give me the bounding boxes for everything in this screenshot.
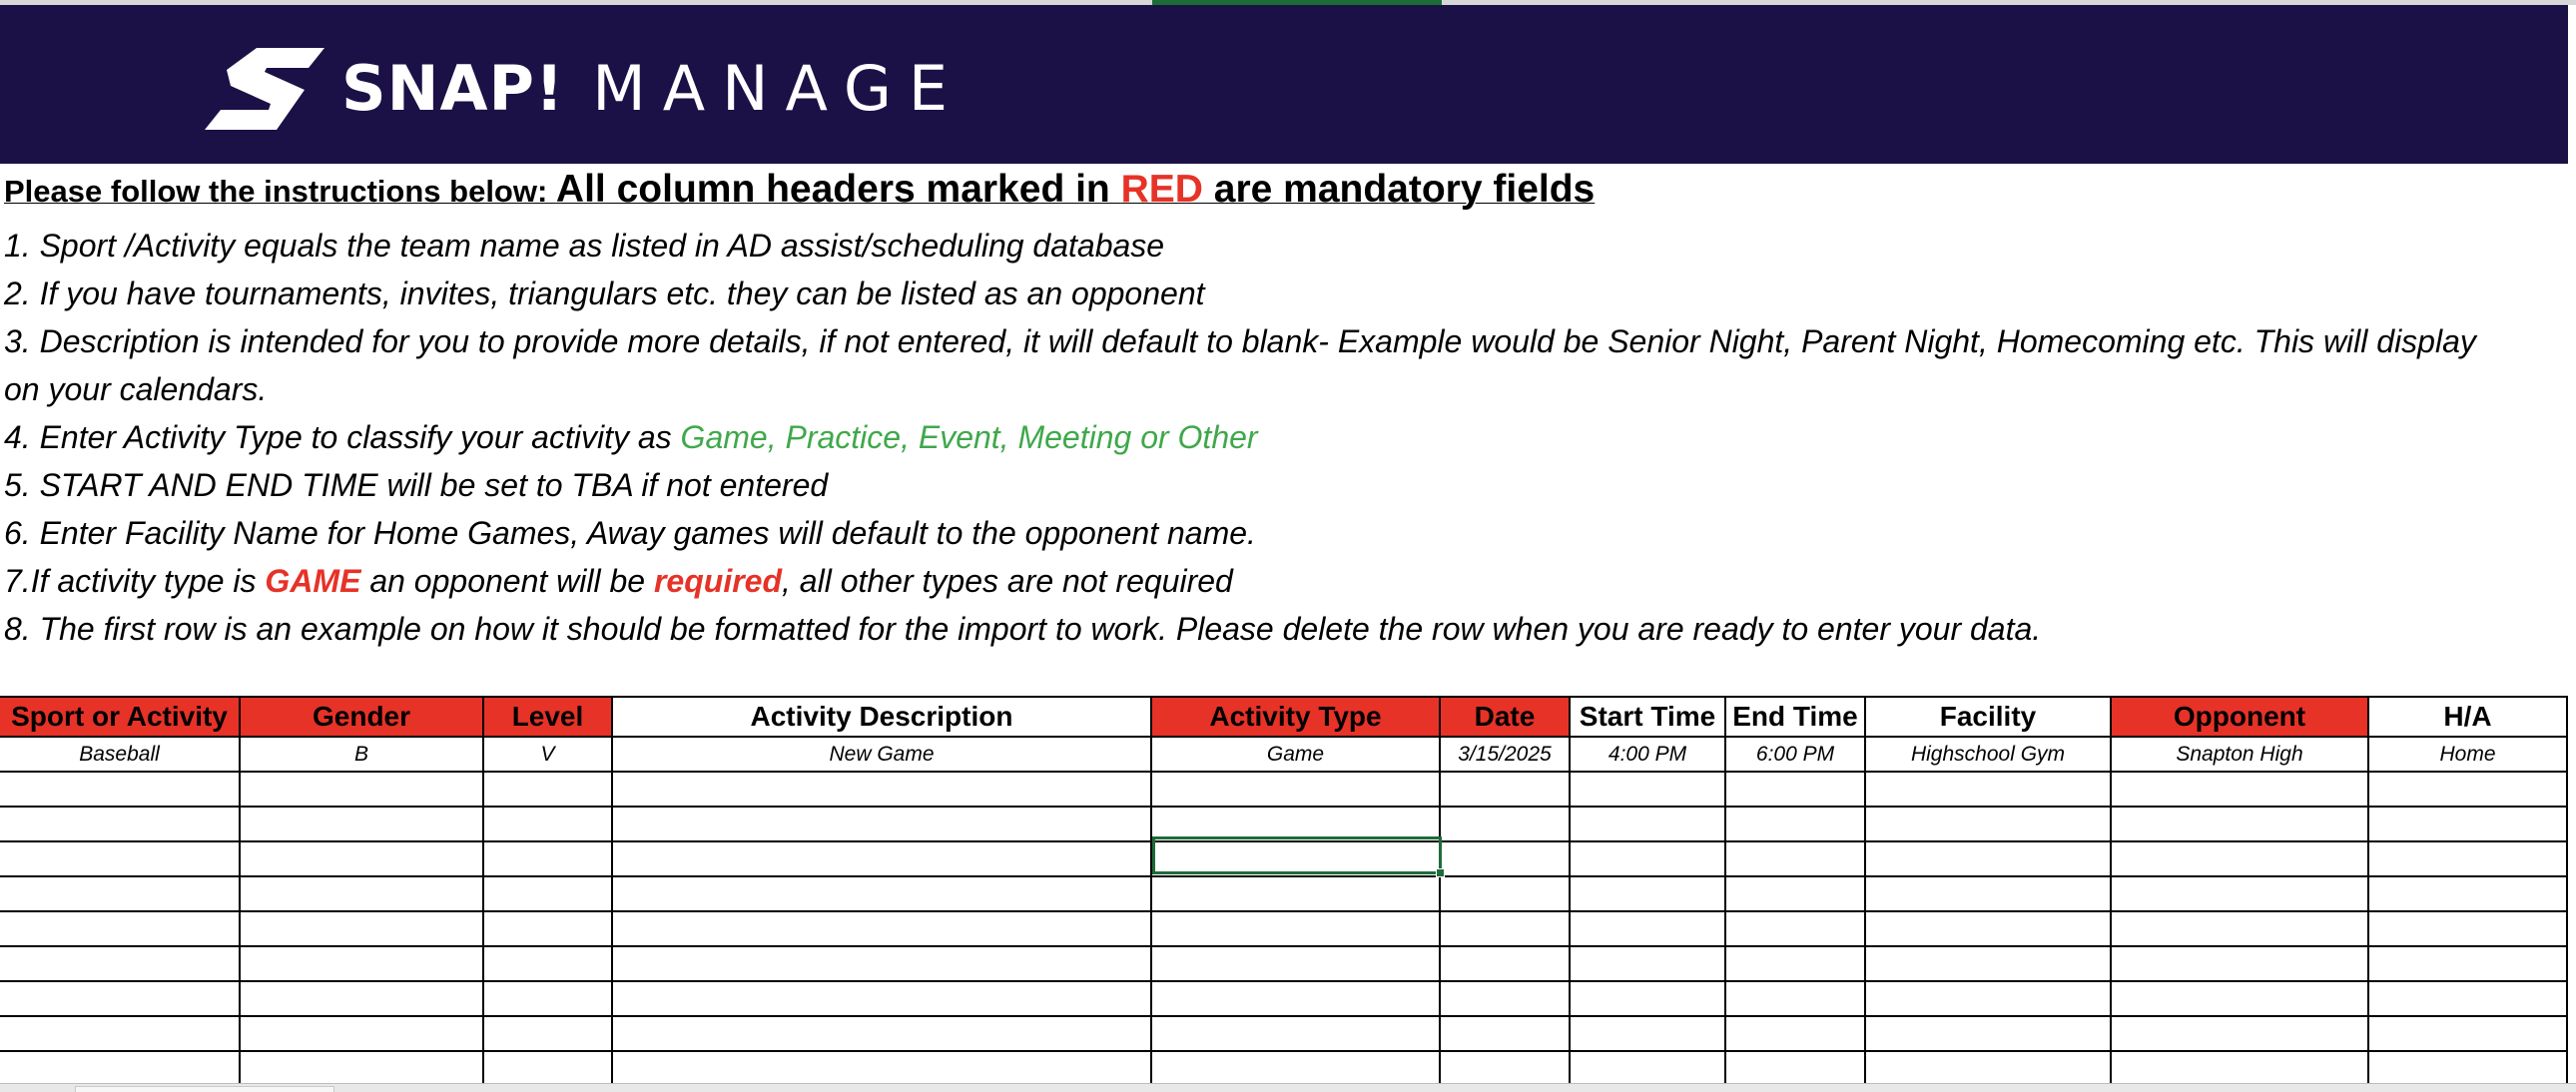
empty-cell-end-time[interactable]	[1726, 877, 1866, 912]
empty-cell-start-time[interactable]	[1571, 912, 1726, 947]
empty-cell-start-time[interactable]	[1571, 877, 1726, 912]
empty-cell-home-away[interactable]	[2369, 808, 2568, 842]
empty-cell-level[interactable]	[484, 1017, 613, 1052]
empty-cell-gender[interactable]	[241, 912, 484, 947]
example-cell-description[interactable]: New Game	[613, 738, 1152, 773]
empty-cell-activity-type[interactable]	[1152, 877, 1441, 912]
instruction-line-3a: 3. Description is intended for you to provide more details, if not entered, it will default to blank- Example would be Senior Night, Parent Night, Homecoming etc. This will display	[4, 323, 2476, 359]
column-header-date[interactable]: Date	[1441, 696, 1571, 738]
empty-cell-gender[interactable]	[241, 982, 484, 1017]
empty-cell-date[interactable]	[1441, 982, 1571, 1017]
empty-cell-level[interactable]	[484, 842, 613, 877]
empty-cell-description[interactable]	[613, 842, 1152, 877]
empty-cell-end-time[interactable]	[1726, 808, 1866, 842]
empty-cell-activity-type[interactable]	[1152, 773, 1441, 808]
empty-cell-opponent[interactable]	[2112, 877, 2369, 912]
instruction-7-part-a: 7.If activity type is	[4, 563, 266, 599]
example-cell-end-time[interactable]: 6:00 PM	[1726, 738, 1866, 773]
column-header-description[interactable]: Activity Description	[613, 696, 1152, 738]
empty-cell-opponent[interactable]	[2112, 982, 2369, 1017]
empty-cell-sport[interactable]	[0, 1052, 241, 1085]
column-header-home-away[interactable]: H/A	[2369, 696, 2568, 738]
empty-cell-opponent[interactable]	[2112, 1052, 2369, 1085]
empty-cell-opponent[interactable]	[2112, 773, 2369, 808]
empty-cell-opponent[interactable]	[2112, 1017, 2369, 1052]
empty-cell-end-time[interactable]	[1726, 947, 1866, 982]
example-cell-level[interactable]: V	[484, 738, 613, 773]
empty-cell-level[interactable]	[484, 808, 613, 842]
example-cell-facility[interactable]: Highschool Gym	[1866, 738, 2112, 773]
empty-cell-home-away[interactable]	[2369, 1052, 2568, 1085]
table-row	[0, 982, 2576, 1017]
empty-cell-opponent[interactable]	[2112, 947, 2369, 982]
empty-cell-home-away[interactable]	[2369, 982, 2568, 1017]
instruction-line-6: 6. Enter Facility Name for Home Games, Away games will default to the opponent name.	[4, 515, 1256, 551]
empty-cell-date[interactable]	[1441, 842, 1571, 877]
empty-cell-home-away[interactable]	[2369, 947, 2568, 982]
header-row	[0, 696, 2576, 738]
headline-intro: Please follow the instructions below:	[4, 174, 556, 209]
instruction-4-prefix: 4. Enter Activity Type to classify your activity as	[4, 419, 681, 455]
empty-cell-start-time[interactable]	[1571, 808, 1726, 842]
activity-types-list: Game, Practice, Event, Meeting or Other	[680, 419, 1258, 455]
column-header-start-time[interactable]: Start Time	[1571, 696, 1726, 738]
example-cell-sport[interactable]: Baseball	[0, 738, 241, 773]
headline-part-2: are mandatory fields	[1202, 168, 1596, 211]
empty-cell-description[interactable]	[613, 912, 1152, 947]
sheet-bottom-bar	[0, 1083, 2576, 1092]
empty-cell-level[interactable]	[484, 773, 613, 808]
example-cell-home-away[interactable]: Home	[2369, 738, 2568, 773]
empty-cell-end-time[interactable]	[1726, 1017, 1866, 1052]
empty-cell-date[interactable]	[1441, 912, 1571, 947]
snap-s-logo-icon	[205, 42, 324, 136]
empty-cell-activity-type[interactable]	[1152, 1052, 1441, 1085]
empty-cell-end-time[interactable]	[1726, 912, 1866, 947]
empty-cell-facility[interactable]	[1866, 877, 2112, 912]
empty-cell-sport[interactable]	[0, 877, 241, 912]
example-cell-opponent[interactable]: Snapton High	[2112, 738, 2369, 773]
empty-cell-gender[interactable]	[241, 842, 484, 877]
empty-cell-sport[interactable]	[0, 842, 241, 877]
empty-cell-facility[interactable]	[1866, 947, 2112, 982]
example-cell-date[interactable]: 3/15/2025	[1441, 738, 1571, 773]
instruction-line-7	[4, 561, 1233, 601]
empty-cell-opponent[interactable]	[2112, 808, 2369, 842]
column-header-opponent[interactable]: Opponent	[2112, 696, 2369, 738]
empty-cell-end-time[interactable]	[1726, 982, 1866, 1017]
empty-cell-date[interactable]	[1441, 808, 1571, 842]
empty-cell-level[interactable]	[484, 982, 613, 1017]
empty-cell-start-time[interactable]	[1571, 1017, 1726, 1052]
empty-cell-date[interactable]	[1441, 947, 1571, 982]
empty-cell-start-time[interactable]	[1571, 947, 1726, 982]
empty-cell-facility[interactable]	[1866, 912, 2112, 947]
empty-cell-date[interactable]	[1441, 773, 1571, 808]
empty-cell-gender[interactable]	[241, 877, 484, 912]
empty-cell-gender[interactable]	[241, 947, 484, 982]
example-cell-activity-type[interactable]: Game	[1152, 738, 1441, 773]
empty-cell-date[interactable]	[1441, 877, 1571, 912]
column-header-level[interactable]: Level	[484, 696, 613, 738]
instruction-line-1: 1. Sport /Activity equals the team name as listed in AD assist/scheduling database	[4, 228, 1165, 264]
empty-cell-sport[interactable]	[0, 1017, 241, 1052]
brand-name-light: MANAGE	[592, 51, 966, 125]
instruction-line-4	[4, 417, 1258, 457]
empty-cell-activity-type[interactable]	[1152, 947, 1441, 982]
instruction-line-3b: on your calendars.	[4, 371, 268, 407]
empty-cell-facility[interactable]	[1866, 982, 2112, 1017]
empty-cell-sport[interactable]	[0, 947, 241, 982]
sheet-tab[interactable]	[75, 1086, 334, 1092]
empty-cell-home-away[interactable]	[2369, 877, 2568, 912]
instruction-7-part-b: an opponent will be	[360, 563, 654, 599]
empty-cell-gender[interactable]	[241, 1052, 484, 1085]
empty-cell-home-away[interactable]	[2369, 773, 2568, 808]
empty-cell-activity-type[interactable]	[1152, 912, 1441, 947]
example-cell-gender[interactable]: B	[241, 738, 484, 773]
empty-cell-opponent[interactable]	[2112, 912, 2369, 947]
fill-handle[interactable]	[1436, 868, 1445, 877]
instruction-7-required: required	[653, 563, 782, 599]
table-row	[0, 1017, 2576, 1052]
empty-cell-level[interactable]	[484, 877, 613, 912]
empty-cell-facility[interactable]	[1866, 808, 2112, 842]
empty-cell-sport[interactable]	[0, 982, 241, 1017]
column-header-gender[interactable]: Gender	[241, 696, 484, 738]
empty-cell-start-time[interactable]	[1571, 773, 1726, 808]
empty-cell-gender[interactable]	[241, 808, 484, 842]
empty-cell-end-time[interactable]	[1726, 842, 1866, 877]
example-cell-start-time[interactable]: 4:00 PM	[1571, 738, 1726, 773]
instructions-headline	[4, 168, 1595, 212]
column-header-sport[interactable]: Sport or Activity	[0, 696, 241, 738]
empty-cell-facility[interactable]	[1866, 842, 2112, 877]
empty-cell-sport[interactable]	[0, 773, 241, 808]
headline-red-word: RED	[1120, 168, 1203, 211]
empty-cell-start-time[interactable]	[1571, 982, 1726, 1017]
table-row	[0, 1052, 2576, 1085]
empty-cell-description[interactable]	[613, 773, 1152, 808]
empty-cell-description[interactable]	[613, 1017, 1152, 1052]
instruction-line-2: 2. If you have tournaments, invites, triangulars etc. they can be listed as an opponent	[4, 275, 1205, 311]
empty-cell-sport[interactable]	[0, 912, 241, 947]
empty-cell-level[interactable]	[484, 912, 613, 947]
table-row	[0, 947, 2576, 982]
table-row	[0, 773, 2576, 808]
empty-cell-description[interactable]	[613, 982, 1152, 1017]
empty-cell-opponent[interactable]	[2112, 842, 2369, 877]
empty-cell-gender[interactable]	[241, 1017, 484, 1052]
table-row	[0, 912, 2576, 947]
brand-wordmark	[341, 47, 965, 129]
empty-cell-description[interactable]	[613, 947, 1152, 982]
empty-cell-level[interactable]	[484, 1052, 613, 1085]
empty-cell-sport[interactable]	[0, 808, 241, 842]
empty-cell-facility[interactable]	[1866, 1017, 2112, 1052]
empty-cell-activity-type[interactable]	[1152, 982, 1441, 1017]
empty-cell-description[interactable]	[613, 877, 1152, 912]
empty-cell-level[interactable]	[484, 947, 613, 982]
empty-cell-home-away[interactable]	[2369, 842, 2568, 877]
brand-banner	[0, 5, 2568, 164]
empty-cell-description[interactable]	[613, 1052, 1152, 1085]
active-cell-selection[interactable]	[1152, 836, 1442, 874]
empty-cell-date[interactable]	[1441, 1017, 1571, 1052]
instruction-line-8: 8. The first row is an example on how it should be formatted for the import to work. Please delete the row when you are ready to enter your data.	[4, 611, 2042, 647]
example-row	[0, 738, 2576, 773]
empty-cell-home-away[interactable]	[2369, 912, 2568, 947]
empty-cell-facility[interactable]	[1866, 773, 2112, 808]
empty-cell-home-away[interactable]	[2369, 1017, 2568, 1052]
headline-part-1: All column headers marked in	[555, 168, 1121, 211]
instruction-line-5: 5. START AND END TIME will be set to TBA if not entered	[4, 467, 829, 503]
empty-cell-start-time[interactable]	[1571, 1052, 1726, 1085]
schedule-import-table	[0, 696, 2576, 1083]
brand-name-bold: SNAP!	[341, 51, 565, 125]
column-header-facility[interactable]: Facility	[1866, 696, 2112, 738]
column-header-activity-type[interactable]: Activity Type	[1152, 696, 1441, 738]
empty-cell-description[interactable]	[613, 808, 1152, 842]
table-row	[0, 877, 2576, 912]
empty-cell-end-time[interactable]	[1726, 1052, 1866, 1085]
instruction-7-part-c: , all other types are not required	[782, 563, 1233, 599]
instruction-7-game: GAME	[265, 563, 361, 599]
column-header-end-time[interactable]: End Time	[1726, 696, 1866, 738]
empty-cell-gender[interactable]	[241, 773, 484, 808]
empty-cell-end-time[interactable]	[1726, 773, 1866, 808]
empty-cell-start-time[interactable]	[1571, 842, 1726, 877]
empty-cell-activity-type[interactable]	[1152, 1017, 1441, 1052]
empty-cell-date[interactable]	[1441, 1052, 1571, 1085]
empty-cell-facility[interactable]	[1866, 1052, 2112, 1085]
